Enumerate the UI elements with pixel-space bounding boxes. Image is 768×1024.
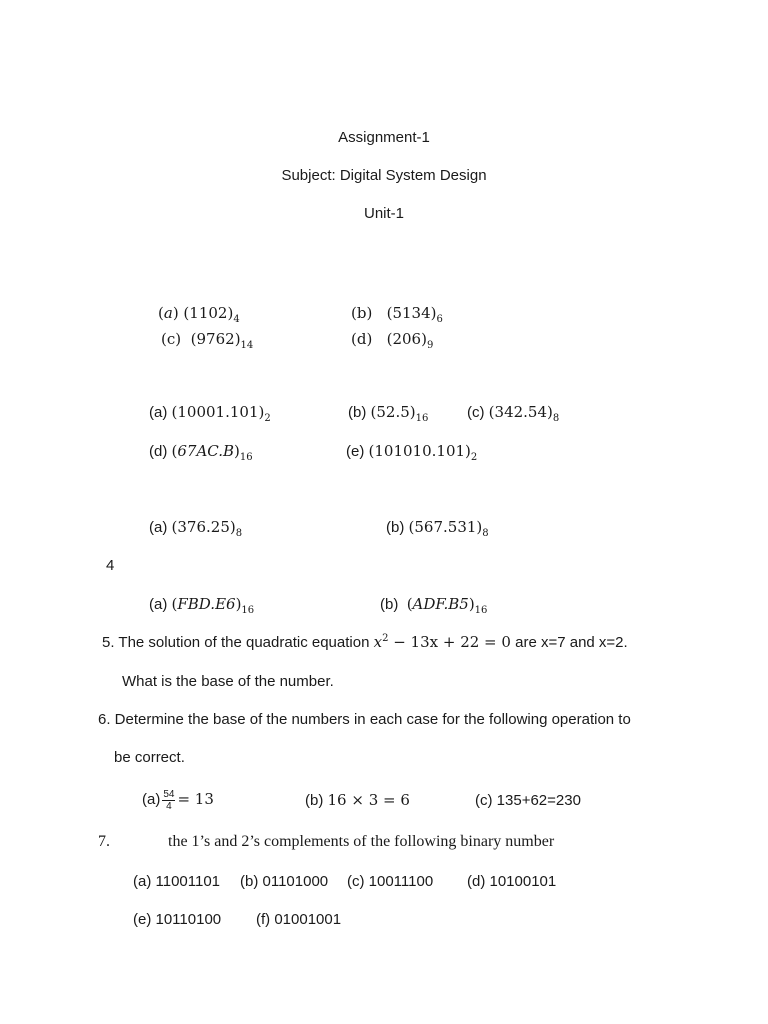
q4-b-base: 16 [474,605,488,616]
subject-line: Subject: Digital System Design [281,167,487,184]
unit-line: Unit-1 [363,205,404,222]
q1-item-c: (c) $(9762)_{14}$ [161,330,254,351]
q2-item-c: (c) $(342.54)_8$ [467,403,560,424]
q3-item-b: (b) $(567.531)_8$ [386,518,489,539]
q2-d-number: 67AC.B [177,442,235,460]
q2-a-number: 10001.101 [177,403,259,421]
q1-b-number: 5134 [392,304,431,322]
q2-e-number: 101010.101 [374,442,466,460]
q2-c-base: 8 [552,413,560,424]
q3-a-number: 376.25 [177,518,230,536]
q2-item-a: (a) $(10001.101)_2$ [149,403,271,424]
q1-item-a: (a) $(1102)_4$ [158,304,240,325]
q3-item-a: (a) $(376.25)_8$ [149,518,243,539]
q1-a-base: 4 [233,314,240,325]
q4-item-a: (a) $(FBD.E6)_{16}$ [149,595,255,616]
q3-a-base: 8 [235,528,243,539]
q7-item-e: (e) 10110100 [133,911,222,928]
q7-item-f: (f) 01001001 [256,911,342,928]
q1-b-base: 6 [436,314,443,325]
q5-line-2: What is the base of the number. [122,673,334,690]
q2-a-base: 2 [264,413,271,424]
q6-line-1: 6. Determine the base of the numbers in each case for the following operation to [98,711,631,728]
q6-item-c: (c) 135+62=230 [475,792,581,809]
q1-d-base: 9 [426,340,434,351]
q6-line-2: be correct. [114,749,185,766]
q6-item-b: (b) 16 × 3 = 6 [305,791,410,809]
q1-c-base: 14 [240,340,254,351]
q2-b-base: 16 [415,413,429,424]
q5-line-1 [102,635,628,650]
q4-a-base: 16 [241,605,255,616]
q2-e-base: 2 [470,452,478,463]
q7-number: 7. [98,833,110,850]
q2-c-number: 342.54 [494,403,548,421]
q5-suffix: are x=7 and x=2. [515,634,628,651]
assignment-title: Assignment-1 [338,129,430,146]
q7-text: the 1’s and 2’s complements of the following binary number [168,833,555,850]
q6-item-a: (a) $\frac{54}{4}$ = 13 [142,788,214,812]
q3-b-base: 8 [482,528,489,539]
q2-b-number: 52.5 [376,403,410,421]
q6-a-fraction: $\frac{54}{4}$ [163,788,175,812]
q2-item-e: (e) $(101010.101)_2$ [346,442,478,463]
q1-c-number: 9762 [196,330,235,348]
q4-item-b: (b) $(ADF.B5)_{16}$ [380,595,488,616]
q4-number: 4 [106,557,115,574]
q2-d-base: 16 [239,452,253,463]
q1-item-b: (b) $(5134)_6$ [351,304,443,325]
q2-item-b: (b) $(52.5)_{16}$ [348,403,429,424]
q7-item-b: (b) 01101000 [240,873,329,890]
q3-b-number: 567.531 [414,518,477,536]
q5-equation: $x^2 - 13x + 22 = 0$ [373,633,511,651]
q1-d-number: 206 [392,330,422,348]
q2-item-d: (d) $(67AC.B)_{16}$ [149,442,253,463]
q4-b-number: ADF.B5 [412,595,469,613]
q7-item-a: (a) 11001101 [133,873,221,890]
q7-item-d: (d) 10100101 [467,873,557,890]
q4-a-number: FBD.E6 [177,595,236,613]
q1-a-number: 1102 [189,304,228,322]
q5-prefix: 5. The solution of the quadratic equation [102,634,370,651]
q7-item-c: (c) 10011100 [347,873,434,890]
q1-item-d: (d) $(206)_9$ [351,330,434,351]
